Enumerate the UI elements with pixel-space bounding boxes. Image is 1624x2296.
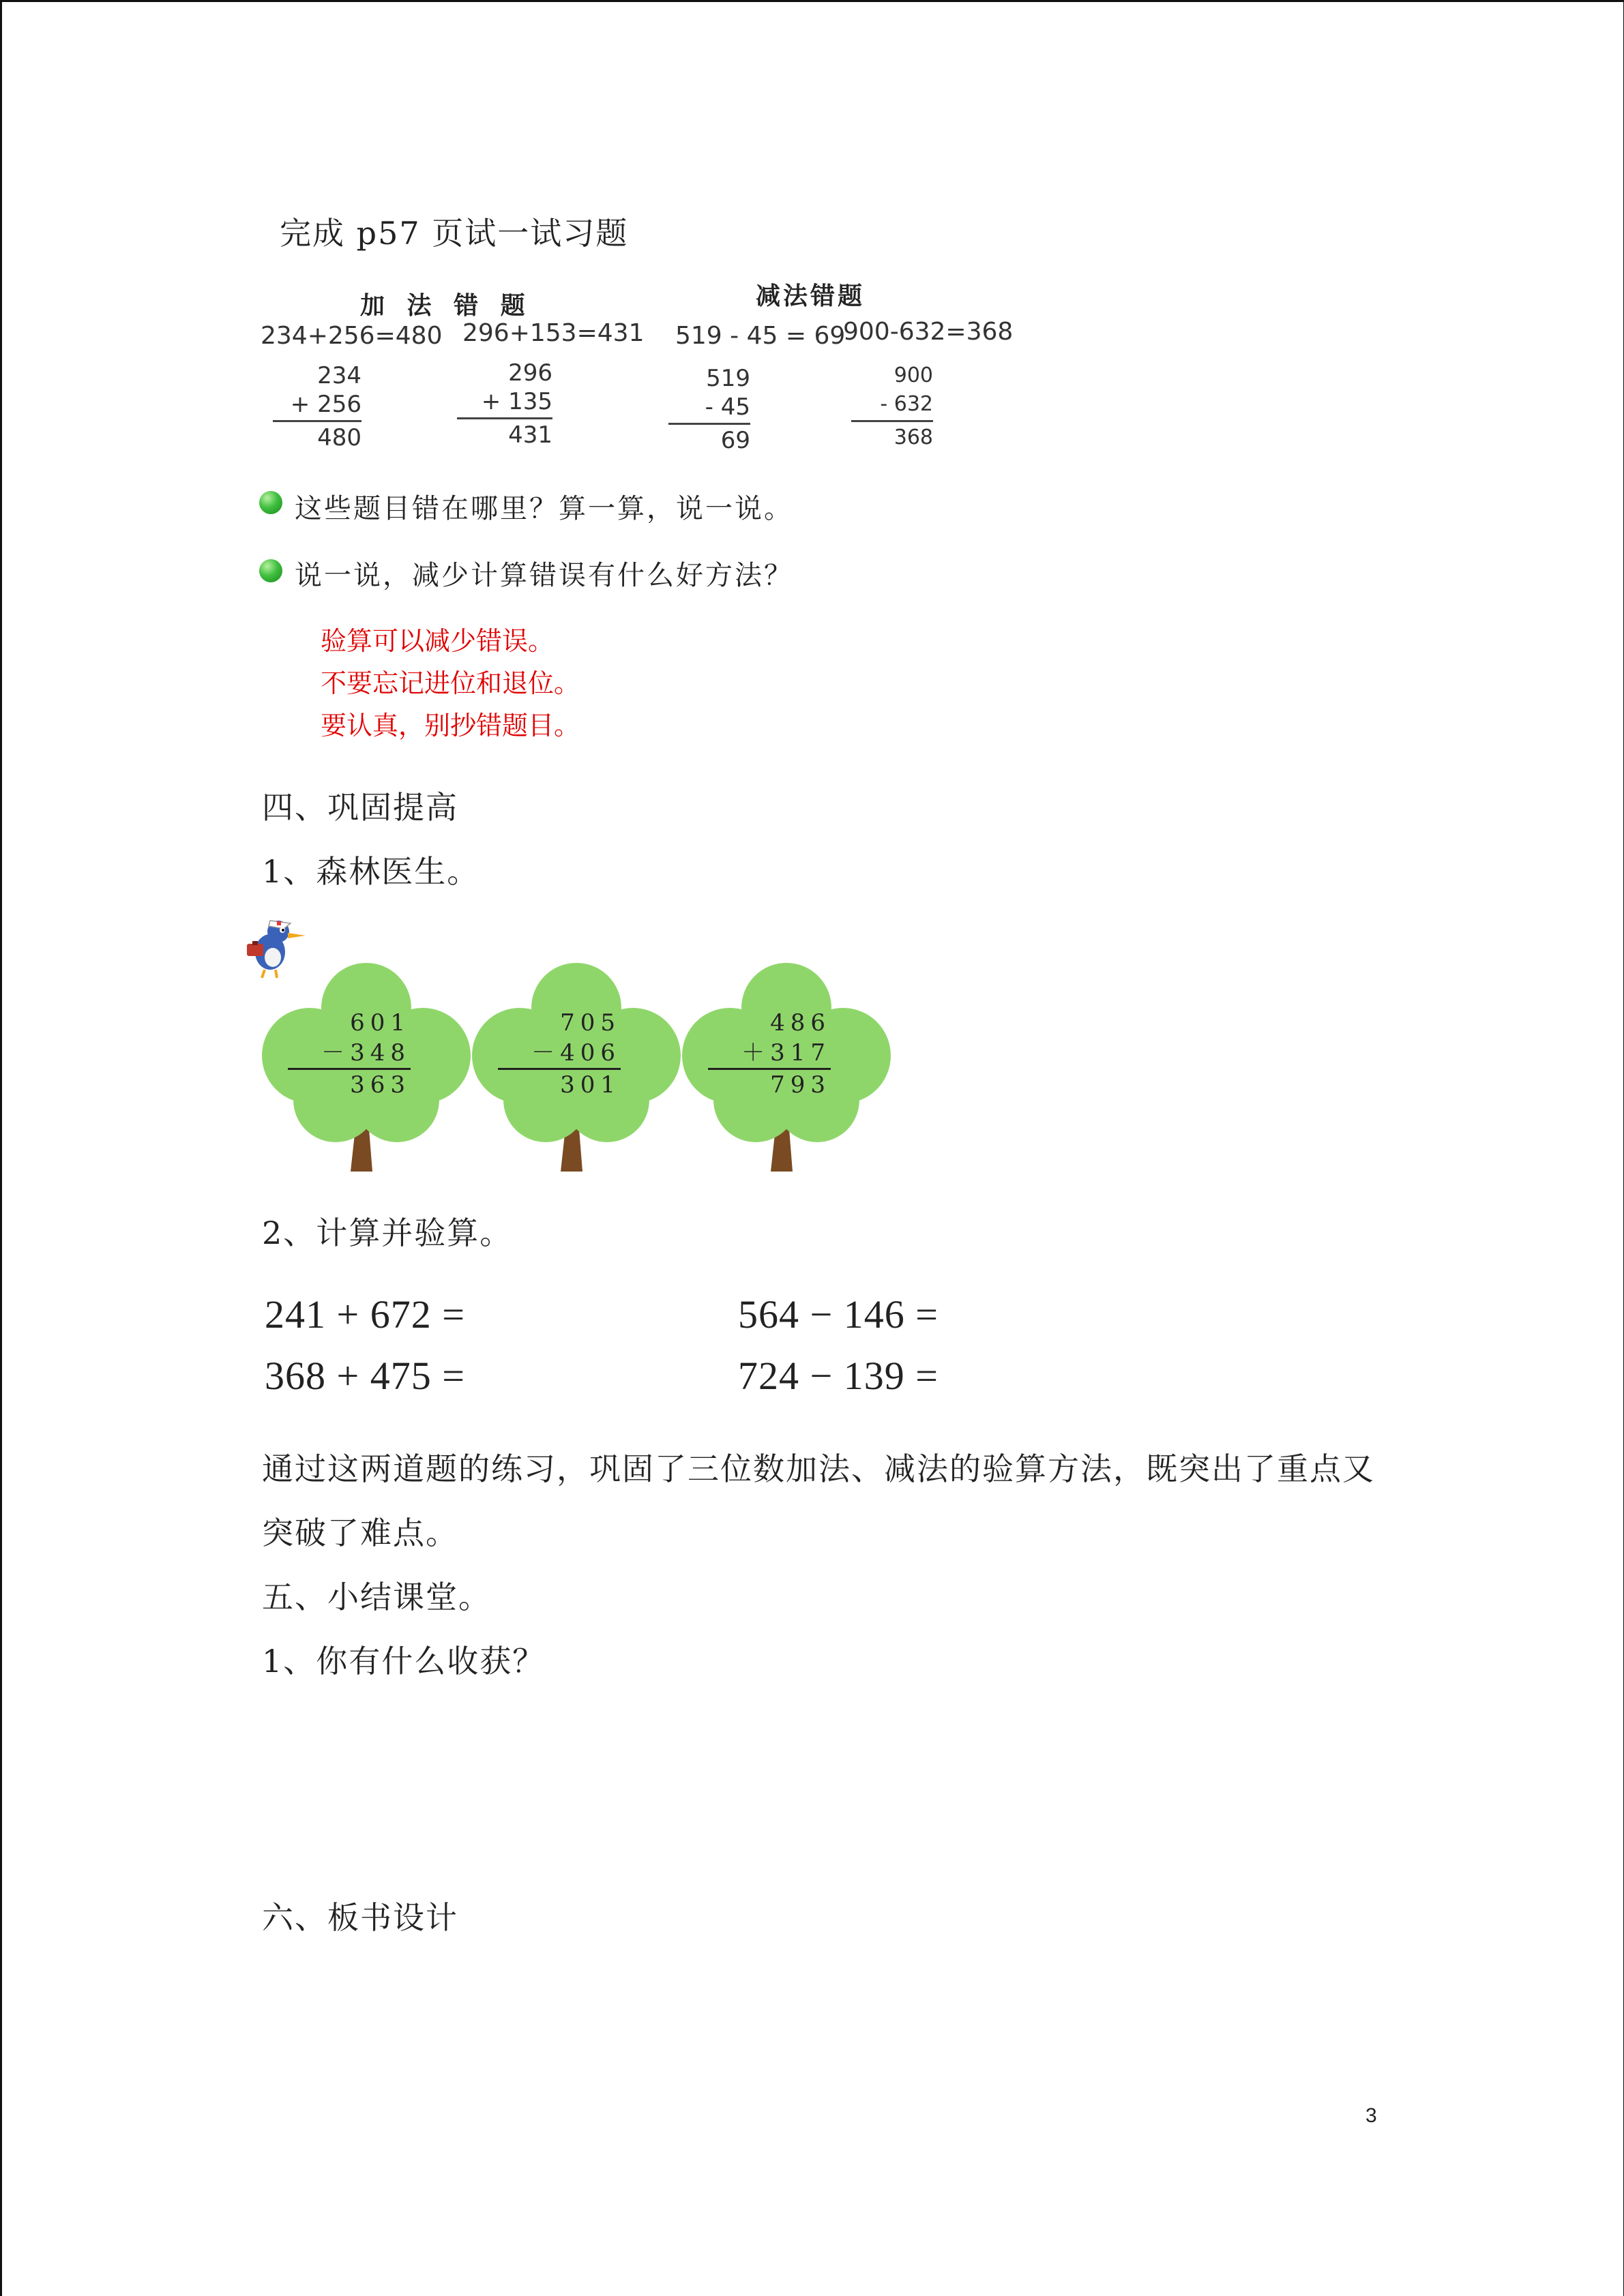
add-error-2-equation: 296+153=431 (462, 319, 645, 347)
item-2-calc-and-check: 2、计算并验算。 (262, 1214, 513, 1251)
calc-4: 724 − 139 = (738, 1354, 939, 1398)
sub-error-1-result: 69 (720, 427, 750, 454)
sub-error-1-vertical (682, 364, 750, 455)
add-error-2-top: 296 (508, 359, 552, 387)
tree-2-result: 301 (560, 1071, 621, 1099)
tree-1-result: 363 (350, 1071, 411, 1099)
answers-list (321, 621, 580, 747)
sub-error-2-rule (851, 420, 933, 422)
answer-1: 验算可以减少错误。 (321, 627, 555, 656)
page-number: 3 (1365, 2104, 1377, 2127)
sub-error-2-result: 368 (894, 426, 933, 449)
sub-error-1-rule (668, 423, 750, 425)
answer-2: 不要忘记进位和退位。 (321, 670, 580, 698)
tree-3 (681, 960, 892, 1185)
answer-3: 要认真，别抄错题目。 (321, 712, 580, 741)
tree-1-operand: －348 (321, 1039, 411, 1067)
tree-1-calc (308, 1008, 411, 1100)
sub-errors-title: 减法错题 (756, 282, 866, 310)
tree-2-operand: －406 (531, 1039, 621, 1067)
summary-line-2: 突破了难点。 (262, 1515, 458, 1551)
question-2: 说一说，减少计算错误有什么好方法？ (295, 560, 793, 591)
add-error-1-top: 234 (317, 362, 361, 389)
add-errors-title: 加 法 错 题 (360, 292, 532, 320)
add-error-1-equation: 234+256=480 (261, 322, 443, 350)
try-exercise-heading: 完成 p57 页试一试习题 (280, 215, 629, 252)
tree-2-calc (518, 1008, 621, 1100)
sub-error-1-bottom: - 45 (705, 393, 750, 421)
sub-error-2-equation: 900-632=368 (843, 318, 1014, 346)
calc-3: 564 − 146 = (738, 1292, 939, 1337)
calc-1: 241 + 672 = (265, 1292, 465, 1337)
add-error-2-result: 431 (508, 421, 552, 449)
add-error-2-vertical (471, 359, 552, 449)
add-error-1-vertical (286, 361, 361, 452)
add-error-1-bottom: + 256 (290, 391, 361, 418)
sub-error-2-top: 900 (894, 363, 933, 387)
tree-3-operand: ＋317 (741, 1039, 831, 1067)
summary-line-1: 通过这两道题的练习，巩固了三位数加法、减法的验算方法，既突出了重点又 (262, 1450, 1375, 1487)
section-5-heading: 五、小结课堂。 (262, 1579, 491, 1615)
sub-error-2-bottom: - 632 (880, 392, 933, 416)
tree-2-top: 705 (560, 1009, 621, 1037)
green-bullet-icon (259, 491, 282, 514)
calc-2: 368 + 475 = (265, 1354, 465, 1398)
tree-1-top: 601 (350, 1009, 411, 1037)
add-error-1-rule (273, 420, 361, 422)
add-error-2-bottom: + 135 (481, 388, 552, 415)
item-1-forest-doctor: 1、森林医生。 (262, 853, 480, 890)
green-bullet-icon (259, 559, 282, 582)
question-1: 这些题目错在哪里？算一算，说一说。 (295, 493, 793, 524)
section-6-heading: 六、板书设计 (262, 1899, 458, 1936)
tree-3-calc (728, 1008, 831, 1100)
add-error-1-result: 480 (317, 424, 361, 451)
item-5-1-question: 1、你有什么收获？ (262, 1643, 546, 1680)
tree-3-top: 486 (770, 1009, 831, 1037)
add-error-2-rule (457, 417, 552, 419)
sub-error-2-vertical (865, 361, 933, 452)
tree-1 (261, 960, 472, 1185)
sub-error-1-top: 519 (706, 365, 750, 392)
tree-3-result: 793 (770, 1071, 831, 1099)
tree-2 (471, 960, 682, 1185)
section-4-heading: 四、巩固提高 (262, 789, 458, 826)
sub-error-1-equation: 519 - 45 = 69 (675, 322, 846, 350)
